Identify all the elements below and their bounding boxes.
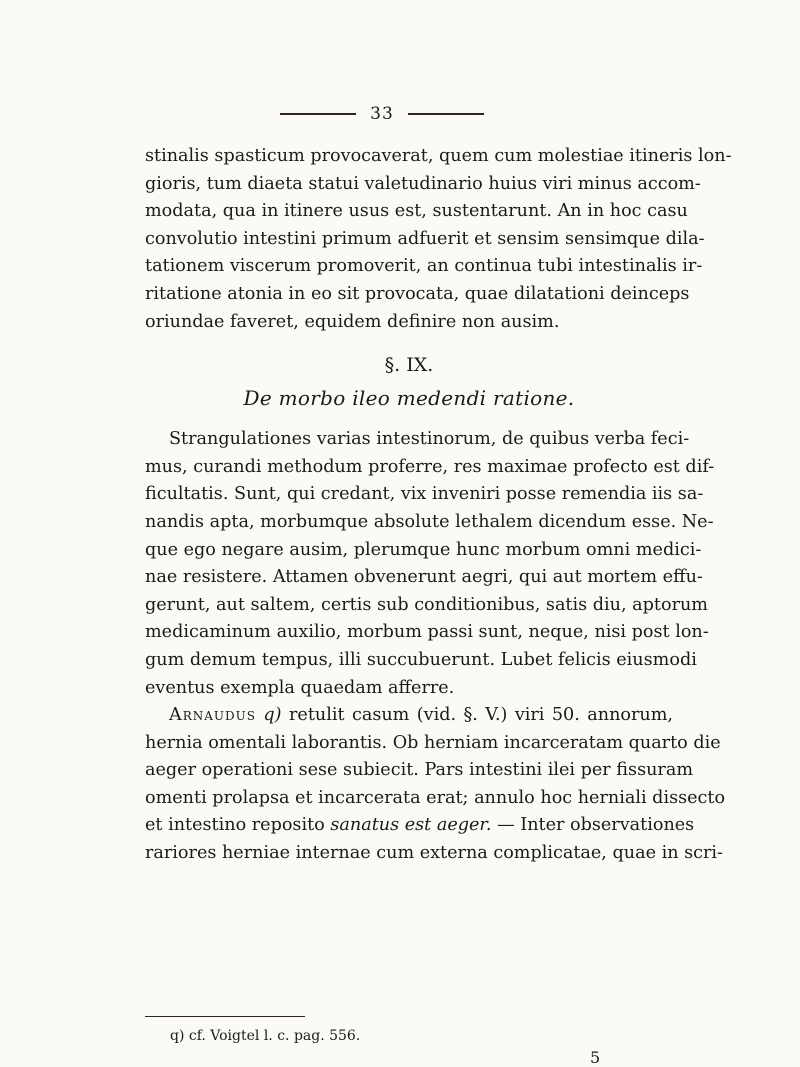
- text-line: rariores herniae internae cum externa complicatae, quae in scri-: [145, 843, 723, 864]
- text-line: gioris, tum diaeta statui valetudinario huius viri minus accom-: [145, 173, 701, 194]
- header-rule-left: [280, 113, 356, 115]
- page-header: [232, 104, 532, 124]
- text-line: nandis apta, morbumque absolute lethalem dicendum esse. Ne-: [145, 511, 714, 532]
- text-line: convolutio intestini primum adfuerit et sensim sensimque dila-: [145, 228, 705, 249]
- text-line: omenti prolapsa et incarcerata erat; annulo hoc herniali dissecto: [145, 787, 726, 808]
- paragraph-3: [145, 702, 726, 868]
- header-rule-right: [408, 113, 484, 115]
- text-line: modata, qua in itinere usus est, sustentarunt. An in hoc casu: [145, 201, 688, 222]
- text-line: mus, curandi methodum proferre, res maximae profecto est dif-: [145, 456, 715, 477]
- text-line: aeger operationi sese subiecit. Pars intestini ilei per fissuram: [145, 760, 694, 781]
- text-line: stinalis spasticum provocaverat, quem cum molestiae itineris lon-: [145, 146, 732, 166]
- footnote: q) cf. Voigtel l. c. pag. 556.: [170, 1028, 361, 1044]
- text-line: eventus exempla quaedam afferre.: [145, 677, 455, 698]
- footnote-rule: [145, 1016, 305, 1017]
- text-line: tationem viscerum promoverit, an continua tubi intestinalis ir-: [145, 256, 703, 277]
- text-line: ritatione atonia in eo sit provocata, quae dilatationi deinceps: [145, 283, 690, 304]
- text-fragment: retulit casum (vid. §. V.) viri 50. annorum,: [289, 705, 674, 726]
- text-line: hernia omentali laborantis. Ob herniam incarceratam quarto die: [145, 732, 721, 753]
- text-line: medicaminum auxilio, morbum passi sunt, neque, nisi post lon-: [145, 622, 709, 643]
- text-line: Strangulationes varias intestinorum, de quibus verba feci-: [169, 429, 690, 450]
- section-title: De morbo ileo medendi ratione.: [243, 386, 575, 411]
- text-line: [145, 702, 673, 730]
- text-line: [145, 812, 695, 840]
- italic-phrase: sanatus est aeger.: [330, 815, 492, 836]
- page-number: 33: [370, 104, 394, 124]
- paragraph-1: [145, 143, 732, 336]
- paragraph-2: [145, 426, 715, 702]
- body-text: [145, 143, 732, 868]
- text-line: oriundae faveret, equidem definire non ausim.: [145, 311, 560, 332]
- text-fragment: et intestino reposito: [145, 815, 325, 836]
- signature-mark: 5: [590, 1048, 601, 1067]
- text-line: nae resistere. Attamen obvenerunt aegri, qui aut mortem effu-: [145, 567, 703, 588]
- footnote-ref: q): [263, 705, 282, 726]
- text-line: ficultatis. Sunt, qui credant, vix inveniri posse remendia iis sa-: [145, 484, 704, 505]
- text-line: gerunt, aut saltem, certis sub conditionibus, satis diu, aptorum: [145, 594, 708, 615]
- section-mark: §. IX.: [384, 354, 434, 377]
- author-name: Arnaudus: [169, 705, 256, 726]
- text-fragment: — Inter observationes: [497, 815, 695, 836]
- text-line: que ego negare ausim, plerumque hunc morbum omni medici-: [145, 539, 702, 560]
- text-line: gum demum tempus, illi succubuerunt. Lubet felicis eiusmodi: [145, 649, 697, 670]
